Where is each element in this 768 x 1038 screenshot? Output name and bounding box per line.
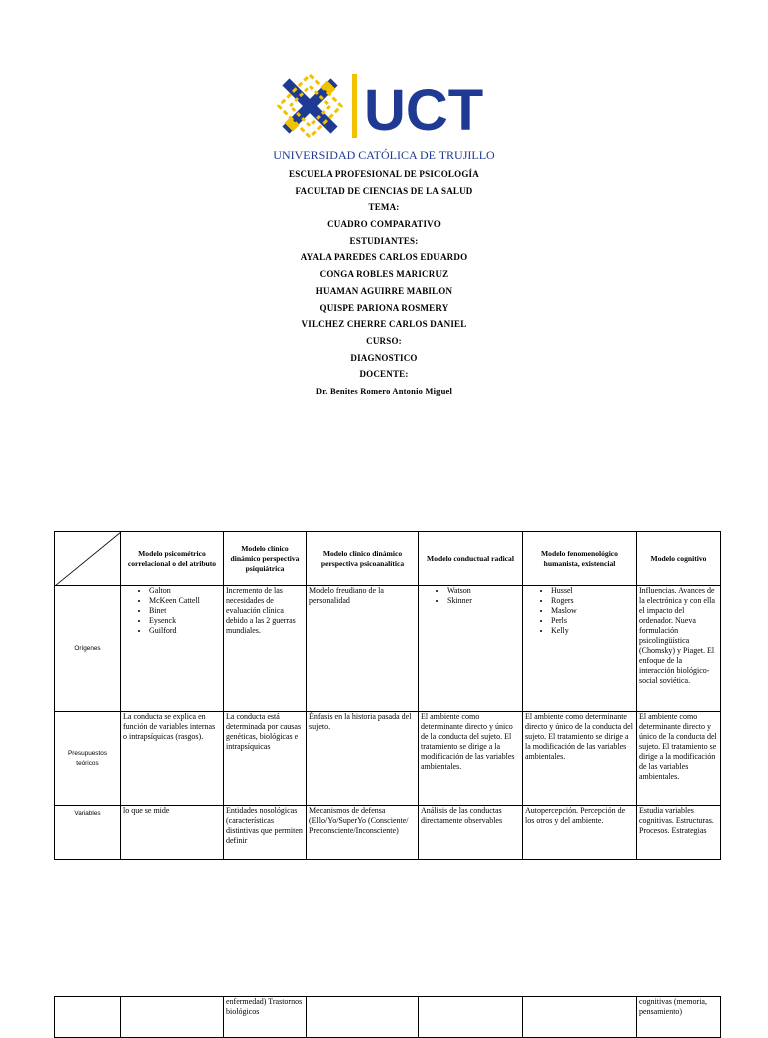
list-item: • Binet (149, 606, 221, 616)
header-fenomenologico: Modelo fenomenológico humanista, existencial (523, 532, 637, 586)
cell-variables-psiquiatrico: Entidades nosológicas (características distintivas que permiten definir (224, 806, 307, 860)
comparison-table-continuation (54, 996, 721, 1038)
cover-header (0, 166, 768, 400)
cell-presupuestos-fenomenologico: El ambiente como determinante directo y único de la conducta del sujeto. El tratamiento se dirige a la modificación de las variables ambientales. (523, 712, 637, 806)
list-item: • McKeen Cattell (149, 596, 221, 606)
list-item: • Maslow (551, 606, 634, 616)
diagonal-line (55, 532, 121, 586)
header-clinico-psicoanalitico: Modelo clínico dinámico perspectiva psicoanalítica (307, 532, 419, 586)
cell-variables-psicoanalitico: Mecanismos de defensa (Ello/Yo/SuperYo (Consciente/ Preconsciente/Inconsciente) (307, 806, 419, 860)
cont-cell-fenomenologico (523, 997, 637, 1038)
list-item: • Guilford (149, 626, 221, 636)
table-header-row (55, 532, 721, 586)
header-cognitivo: Modelo cognitivo (637, 532, 721, 586)
cell-origenes-psiquiatrico: Incremento de las necesidades de evaluación clínica debido a las 2 guerras mundiales. (224, 586, 307, 712)
logo-divider (352, 74, 357, 138)
cell-presupuestos-psicometrico: La conducta se explica en función de variables internas o intrapsíquicas (rasgos). (121, 712, 224, 806)
course-value: DIAGNOSTICO (350, 352, 418, 363)
school-name: ESCUELA PROFESIONAL DE PSICOLOGÍA (289, 169, 479, 179)
student-name: CONGA ROBLES MARICRUZ (319, 269, 449, 280)
cont-cell-label (55, 997, 121, 1038)
list-item: • Skinner (447, 596, 520, 606)
table-row (55, 806, 721, 860)
list-item: • Galton (149, 586, 221, 596)
table-row (55, 997, 721, 1038)
tema-value: CUADRO COMPARATIVO (327, 219, 441, 230)
row-label-presupuestos: Presupuestos teóricos (55, 712, 121, 806)
comparison-table (54, 531, 721, 860)
header-psicometrico: Modelo psicométrico correlacional o del atributo (121, 532, 224, 586)
tema-label: TEMA: (368, 202, 400, 213)
table-row (55, 712, 721, 806)
list-item: • Eysenck (149, 616, 221, 626)
logo-brand: UCT (364, 78, 484, 143)
header-conductual: Modelo conductual radical (419, 532, 523, 586)
cell-origenes-psicoanalitico: Modelo freudiano de la personalidad (307, 586, 419, 712)
cont-cell-psiquiatrico: enfermedad) Trastornos biológicos (224, 997, 307, 1038)
list-item: • Watson (447, 586, 520, 596)
logo-university-name: UNIVERSIDAD CATÓLICA DE TRUJILLO (273, 148, 495, 162)
cell-origenes-cognitivo: Influencias. Avances de la electrónica y con ella el impacto del ordenador. Nueva formulación psicolingüística (Chomsky) y Piaget. El enfoque de la interacción biológico-social soviética. (637, 586, 721, 712)
row-label-variables: Variables (55, 806, 121, 860)
cell-presupuestos-psiquiatrico: La conducta está determinada por causas genéticas, biológicas e intrapsíquicas (224, 712, 307, 806)
table-row (55, 586, 721, 712)
cell-variables-conductual: Análisis de las conductas directamente observables (419, 806, 523, 860)
cell-origenes-fenomenologico (523, 586, 637, 712)
header-clinico-psiquiatrico: Modelo clínico dinámico perspectiva psiquiátrica (224, 532, 307, 586)
student-name: HUAMAN AGUIRRE MABILON (315, 285, 453, 296)
cont-cell-conductual (419, 997, 523, 1038)
cross-emblem-icon (268, 66, 358, 154)
cell-presupuestos-psicoanalitico: Énfasis en la historia pasada del sujeto. (307, 712, 419, 806)
cell-origenes-conductual (419, 586, 523, 712)
corner-cell (55, 532, 121, 586)
cont-cell-psicometrico (121, 997, 224, 1038)
student-name: AYALA PAREDES CARLOS EDUARDO (300, 252, 468, 263)
row-label-origenes: Orígenes (55, 586, 121, 712)
cont-cell-psicoanalitico (307, 997, 419, 1038)
list-item: • Kelly (551, 626, 634, 636)
teacher-label: DOCENTE: (359, 369, 409, 380)
students-label: ESTUDIANTES: (349, 235, 419, 246)
cell-presupuestos-conductual: El ambiente como determinante directo y único de la conducta del sujeto. El tratamiento se dirige a la modificación de las variables ambientales. (419, 712, 523, 806)
cell-variables-cognitivo: Estudia variables cognitivas. Estructuras. Procesos. Estrategias (637, 806, 721, 860)
course-label: CURSO: (366, 335, 402, 346)
teacher-name: Dr. Benites Romero Antonio Miguel (315, 385, 453, 396)
cont-cell-cognitivo: cognitivas (memoria, pensamiento) (637, 997, 721, 1038)
cell-variables-psicometrico: lo que se mide (121, 806, 224, 860)
cell-variables-fenomenologico: Autopercepción. Percepción de los otros y del ambiente. (523, 806, 637, 860)
faculty-name: FACULTAD DE CIENCIAS DE LA SALUD (295, 185, 473, 196)
list-item: • Hussel (551, 586, 634, 596)
cell-presupuestos-cognitivo: El ambiente como determinante directo y único de la conducta del sujeto. El tratamiento se dirige a la modificación de las variables ambientales. (637, 712, 721, 806)
student-name: QUISPE PARIONA ROSMERY (319, 302, 449, 313)
list-item: • Perls (551, 616, 634, 626)
list-item: • Rogers (551, 596, 634, 606)
cell-origenes-psicometrico (121, 586, 224, 712)
student-name: VILCHEZ CHERRE CARLOS DANIEL (301, 319, 467, 330)
uct-logo (268, 66, 500, 166)
